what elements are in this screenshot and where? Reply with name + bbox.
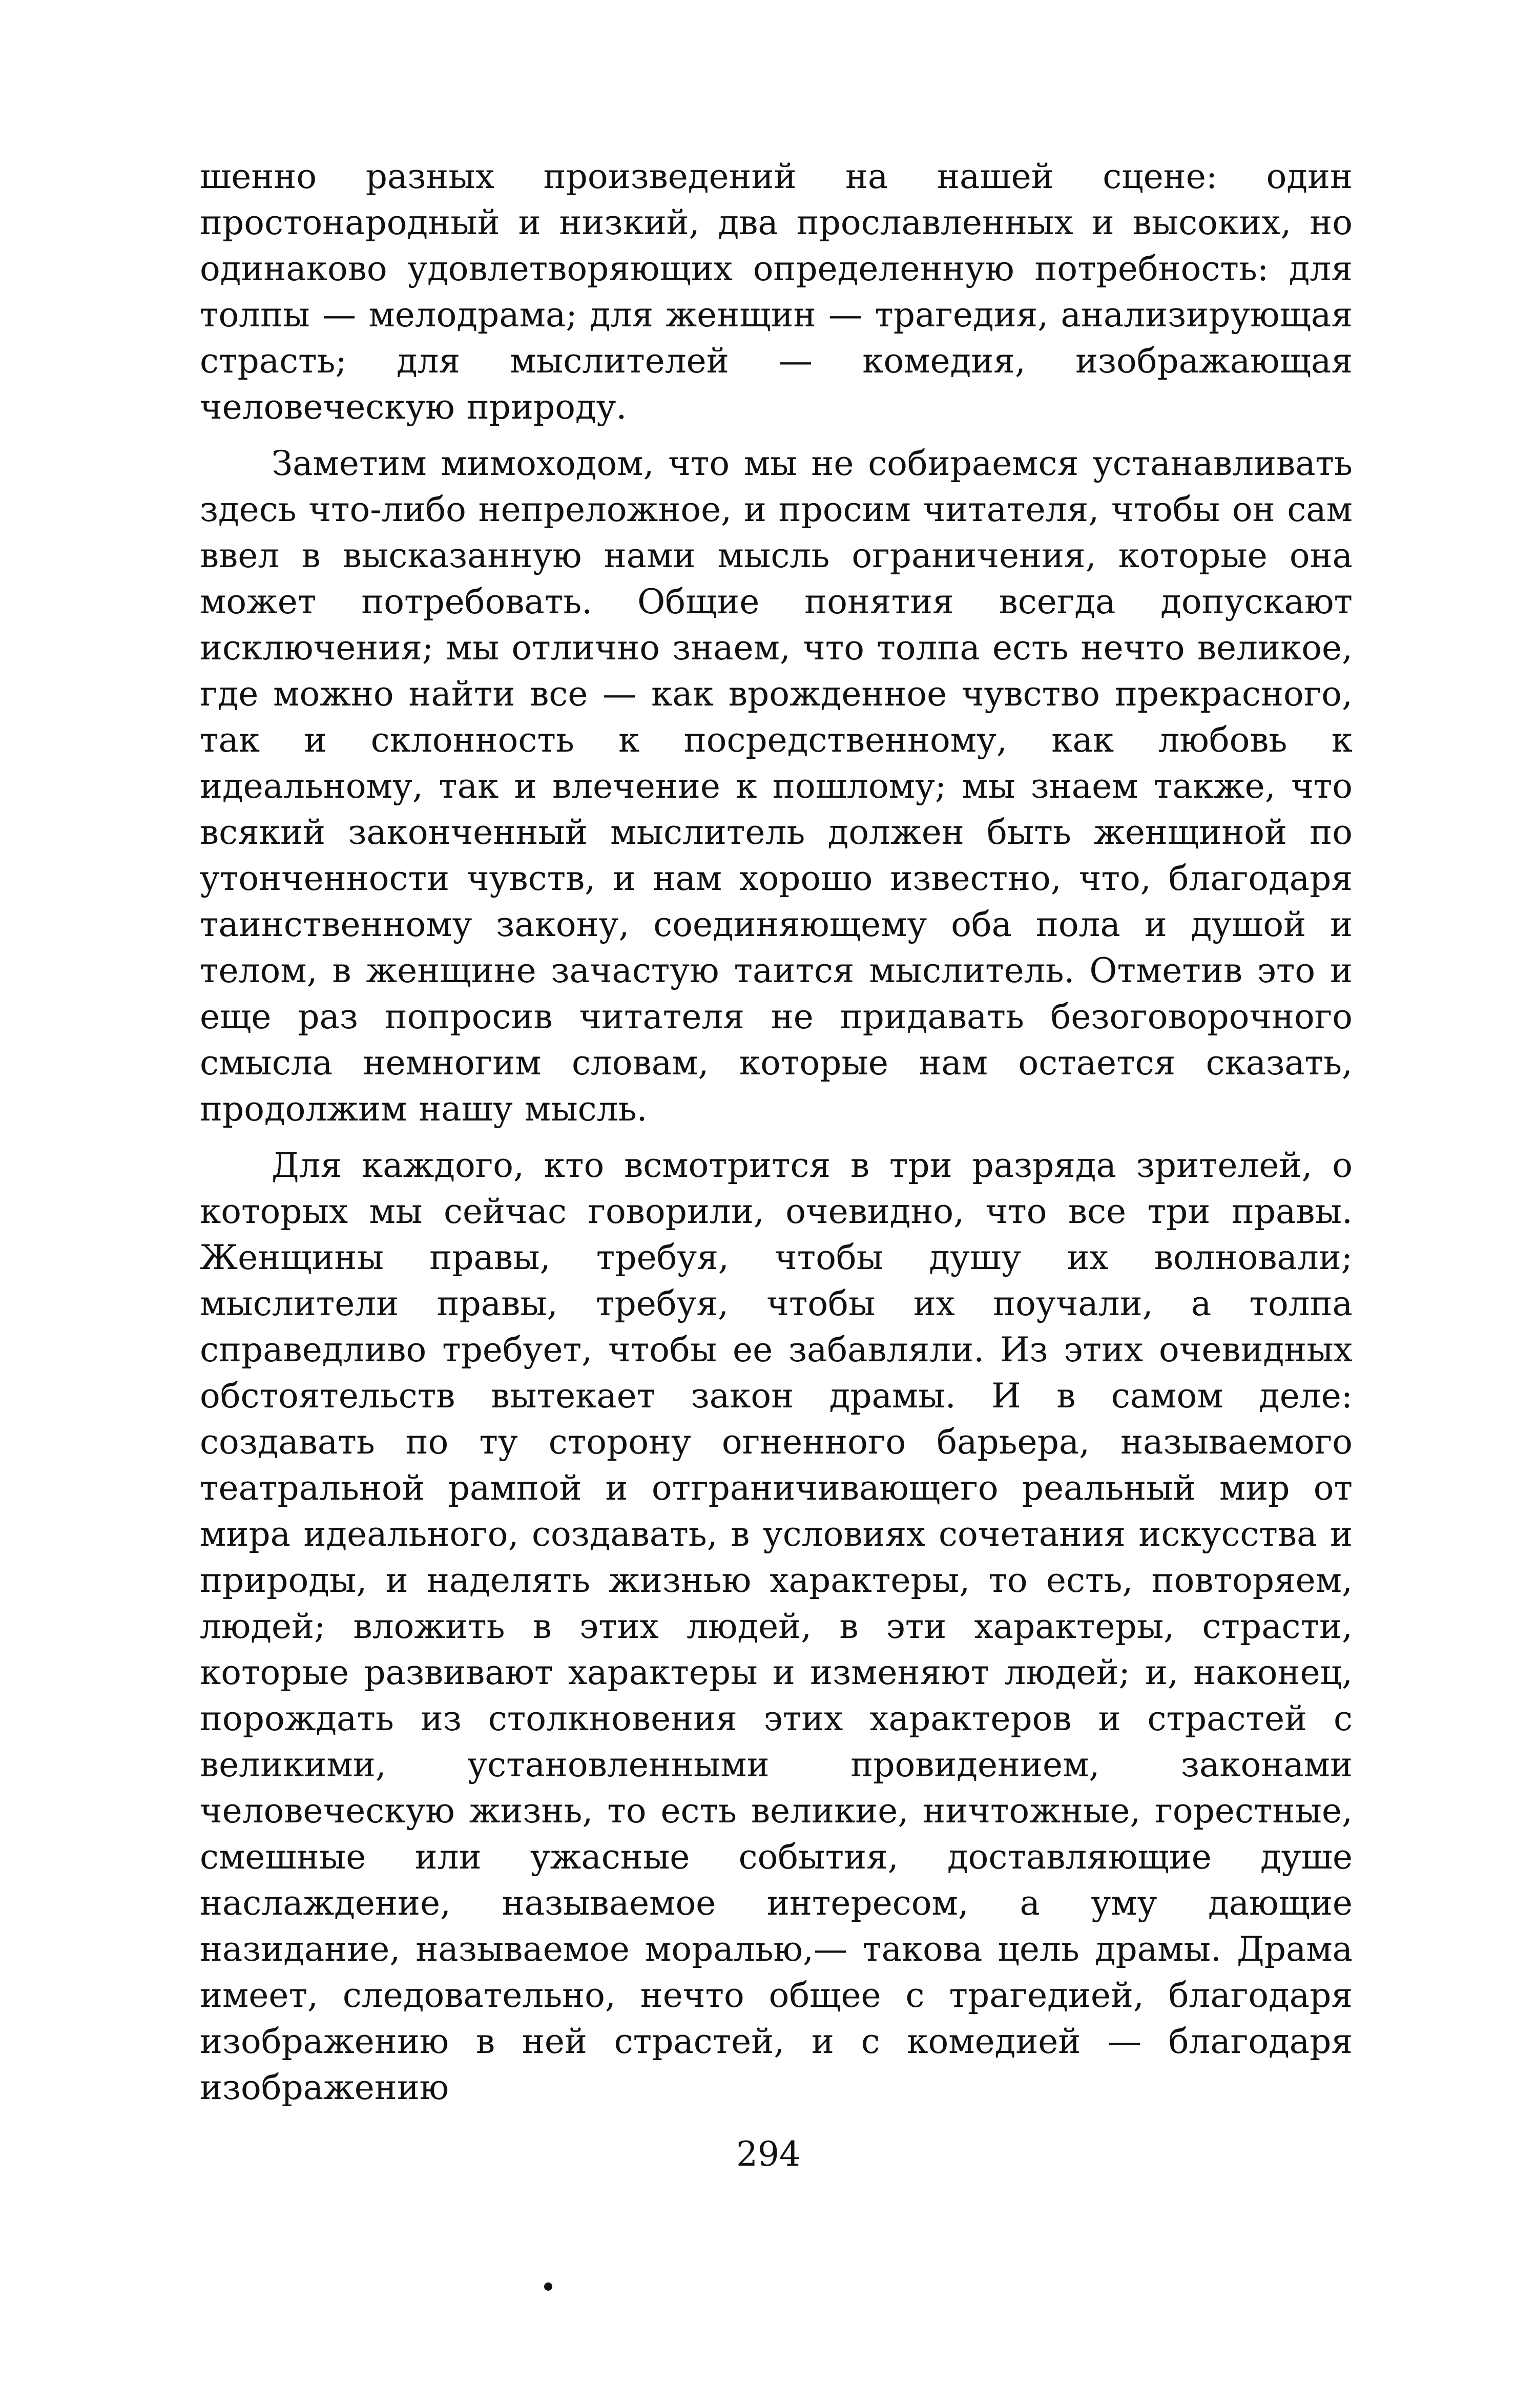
body-text <box>200 154 1353 2111</box>
paragraph-remark: Заметим мимоходом, что мы не собираемся устанавливать здесь что-либо непреложное, и просим читателя, чтобы он сам ввел в высказанную нами мысль ограничения, которые она может потребовать. Общие понятия всегда допускают исключения; мы отлично знаем, что толпа есть нечто великое, где можно найти все — как врожденное чувство прекрасного, так и склонность к посредственному, как любовь к идеальному, так и влечение к пошлому; мы знаем также, что всякий законченный мыслитель должен быть женщиной по утонченности чувств, и нам хорошо известно, что, благодаря таинственному закону, соединяющему оба пола и душой и телом, в женщине зачастую таится мыслитель. Отметив это и еще раз попросив читателя не придавать безоговорочного смысла немногим словам, которые нам остается сказать, продолжим нашу мысль. <box>200 444 1353 1129</box>
page-number: 294 <box>736 2134 801 2174</box>
paragraph-continuation: шенно разных произведений на нашей сцене: один простонародный и низкий, два прославленных и высоких, но одинаково удовлетворяющих определенную потребность: для толпы — мелодрама; для женщин — трагедия, анализирующая страсть; для мыслителей — комедия, изображающая человеческую природу. <box>200 157 1353 427</box>
scan-speck-mark <box>544 2282 552 2291</box>
paragraph-drama-law: Для каждого, кто всмотрится в три разряда зрителей, о которых мы сейчас говорили, очевидно, что все три правы. Женщины правы, требуя, чтобы душу их волновали; мыслители правы, требуя, чтобы их поучали, а толпа справедливо требует, чтобы ее забавляли. Из этих очевидных обстоятельств вытекает закон драмы. И в самом деле: создавать по ту сторону огненного барьера, называемого театральной рампой и отграничивающего реальный мир от мира идеального, создавать, в условиях сочетания искусства и природы, и наделять жизнью характеры, то есть, повторяем, людей; вложить в этих людей, в эти характеры, страсти, которые развивают характеры и изменяют людей; и, наконец, порождать из столкновения этих характеров и страстей с великими, установленными провидением, законами человеческую жизнь, то есть великие, ничтожные, горестные, смешные или ужасные события, доставляющие душе наслаждение, называемое интересом, а уму дающие назидание, называемое моралью,— такова цель драмы. Драма имеет, следовательно, нечто общее с трагедией, благодаря изображению в ней страстей, и с комедией — благодаря изображению <box>200 1146 1353 2107</box>
